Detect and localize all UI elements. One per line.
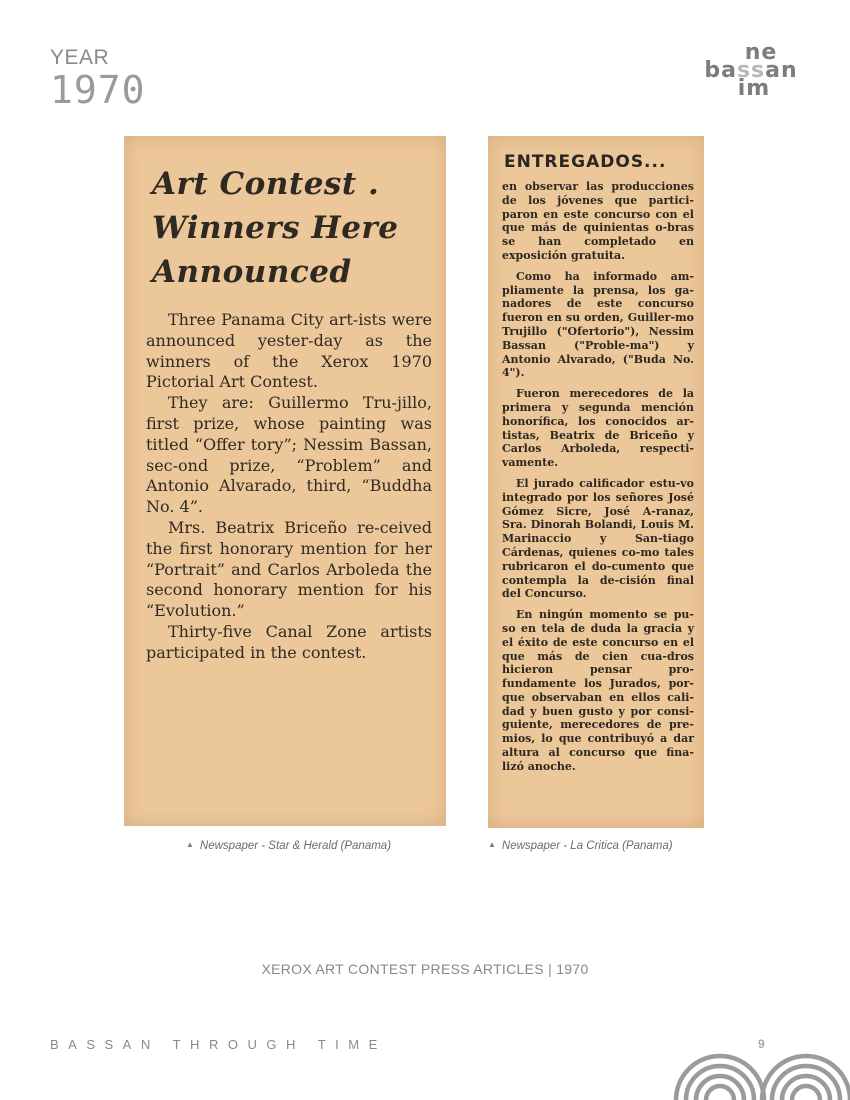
headline-line: Winners Here — [152, 210, 399, 246]
logo-line-1: ne — [744, 40, 778, 65]
clipping-paragraph: Como ha informado am-pliamente la prensa, los ga-nadores de este concurso fueron en su orden, Guiller-mo Trujillo ("Ofertorio"), Nessim Bassan ("Proble-ma") y Antonio Alvarado, ("Buda No. 4"). — [502, 269, 694, 380]
brand-logo — [696, 40, 806, 101]
clipping-paragraph: Thirty-five Canal Zone artists participated in the contest. — [146, 621, 432, 662]
clipping-paragraph: en observar las producciones de los jóvenes que partici-paron en este concurso con el que más de quinientas o-bras se han completado en exposición gratuita. — [502, 180, 694, 262]
logo-line-3: im — [737, 76, 771, 101]
logo-part-c: an — [765, 58, 798, 83]
clipping-paragraph: They are: Guillermo Tru-jillo, first prize, whose painting was titled “Offer tory”; Nessim Bassan, sec-ond prize, “Problem” and Antonio Alvarado, third, “Buddha No. 4”. — [146, 393, 432, 517]
caption-text: Newspaper - Star & Herald (Panama) — [199, 840, 392, 852]
logo-part-b: ss — [736, 58, 766, 83]
triangle-up-icon: ▲ — [186, 840, 194, 849]
footer-title: BASSAN THROUGH TIME — [50, 1037, 387, 1052]
triangle-up-icon: ▲ — [488, 840, 496, 849]
section-title: XEROX ART CONTEST PRESS ARTICLES | 1970 — [261, 961, 589, 977]
newspaper-clipping-la-critica — [488, 136, 704, 828]
year-label: YEAR — [50, 46, 110, 69]
clipping-body — [502, 180, 694, 774]
caption-la-critica — [488, 840, 673, 852]
year-value: 1970 — [50, 68, 146, 112]
clipping-body — [146, 310, 432, 664]
newspaper-clipping-star-herald — [124, 136, 446, 826]
clipping-headline — [152, 162, 446, 294]
clipping-paragraph: El jurado calificador estu-vo integrado por los señores José Gómez Sicre, José A-ranaz, Sra. Dinorah Bolandi, Louis M. Marinaccio y San-tiago Cárdenas, quienes co-mo tales rubricaron el do-cumento que contempla la de-cisión final del Concurso. — [502, 476, 694, 601]
page-number: 9 — [758, 1037, 765, 1051]
clipping-headline: ENTREGADOS... — [504, 152, 667, 172]
clipping-paragraph: Three Panama City art-ists were announced yester-day as the winners of the Xerox 1970 Pictorial Art Contest. — [146, 310, 432, 392]
clipping-paragraph: Fueron merecedores de la primera y segunda mención honorífica, los conocidos ar-tistas, Beatrix de Briceño y Carlos Arboleda, respecti-vamente. — [502, 387, 694, 470]
logo-part-a: ba — [704, 58, 737, 83]
clipping-paragraph: En ningún momento se pu-so en tela de duda la gracia y el éxito de este concurso en el que más de cien cua-dros hicieron pensar pro-fundamente los Jurados, por-que observaban en ellos cali-dad y buen gusto y por consi-guiente, merecedores de pre-mios, lo que contribuyó a dar altura al concurso que fina-lizó anoche. — [502, 608, 694, 773]
headline-line: Art Contest . — [152, 166, 380, 202]
caption-text: Newspaper - La Critica (Panama) — [501, 840, 673, 852]
caption-star-herald — [186, 840, 391, 852]
clipping-paragraph: Mrs. Beatrix Briceño re-ceived the first honorary mention for her “Portrait” and Carlos Arboleda the second honorary mention for his “Evolution.” — [146, 517, 432, 621]
concentric-arcs-icon — [670, 1050, 850, 1100]
headline-line: Announced — [152, 254, 352, 290]
